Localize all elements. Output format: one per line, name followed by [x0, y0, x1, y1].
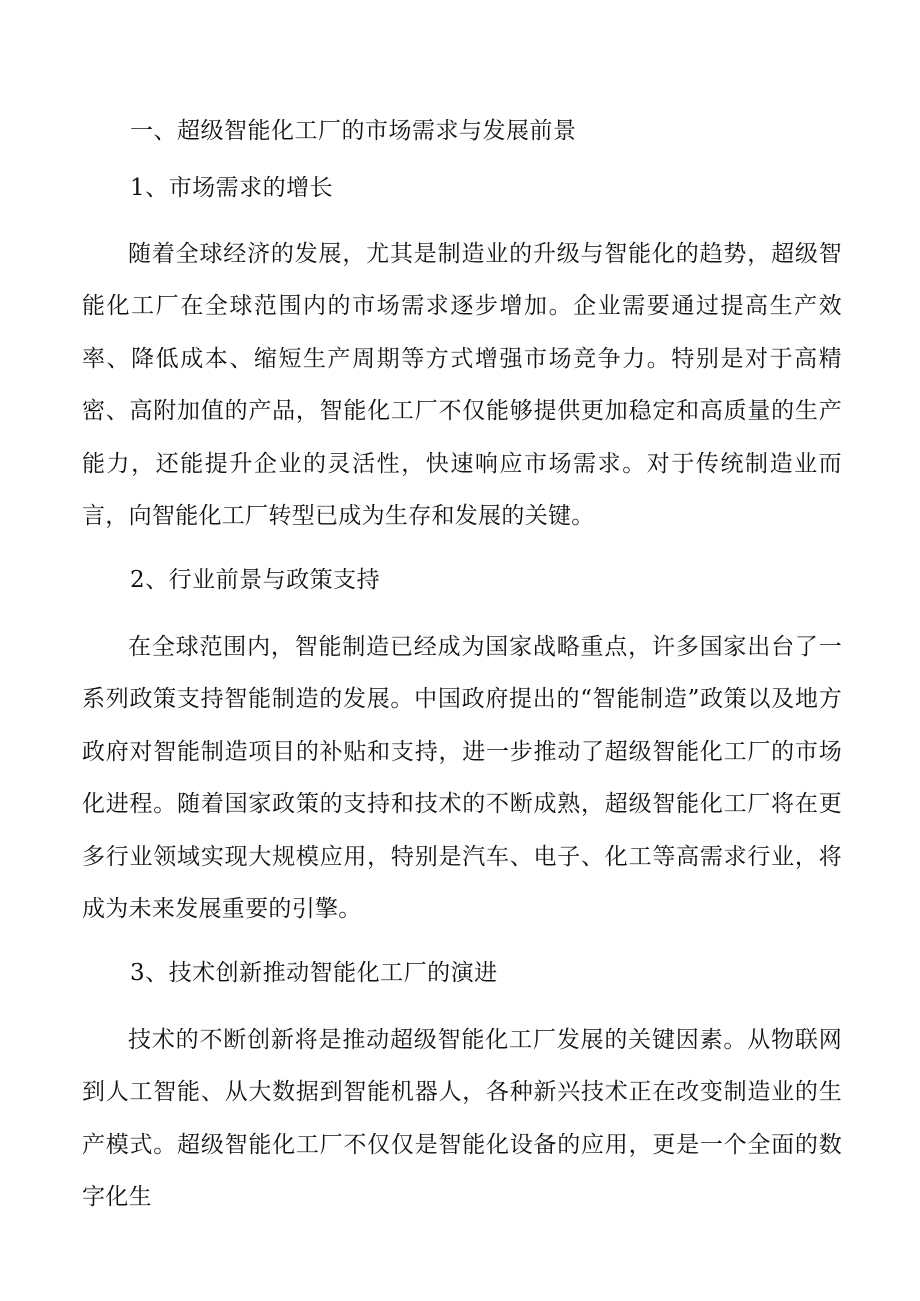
paragraph-market-demand: 随着全球经济的发展，尤其是制造业的升级与智能化的趋势，超级智能化工厂在全球范围内的市场需求逐步增加。企业需要通过提高生产效率、降低成本、缩短生产周期等方式增强市场竞争力。特别是对于高精密、高附加值的产品，智能化工厂不仅能够提供更加稳定和高质量的生产能力，还能提升企业的灵活性，快速响应市场需求。对于传统制造业而言，向智能化工厂转型已成为生存和发展的关键。: [82, 241, 842, 530]
subsection-heading-industry-policy: 2、行业前景与政策支持: [130, 567, 381, 593]
paragraph-industry-policy: 在全球范围内，智能制造已经成为国家战略重点，许多国家出台了一系列政策支持智能制造的发展。中国政府提出的“智能制造”政策以及地方政府对智能制造项目的补贴和支持，进一步推动了超级智能化工厂的市场化进程。随着国家政策的支持和技术的不断成熟，超级智能化工厂将在更多行业领域实现大规模应用，特别是汽车、电子、化工等高需求行业，将成为未来发展重要的引擎。: [82, 634, 842, 923]
subsection-heading-tech-innovation: 3、技术创新推动智能化工厂的演进: [130, 960, 498, 986]
paragraph-tech-innovation: 技术的不断创新将是推动超级智能化工厂发展的关键因素。从物联网到人工智能、从大数据到智能机器人，各种新兴技术正在改变制造业的生产模式。超级智能化工厂不仅仅是智能化设备的应用，更是一个全面的数字化生: [82, 1027, 842, 1211]
section-title: 一、超级智能化工厂的市场需求与发展前景: [130, 118, 577, 144]
subsection-heading-market-demand: 1、市场需求的增长: [130, 175, 334, 201]
